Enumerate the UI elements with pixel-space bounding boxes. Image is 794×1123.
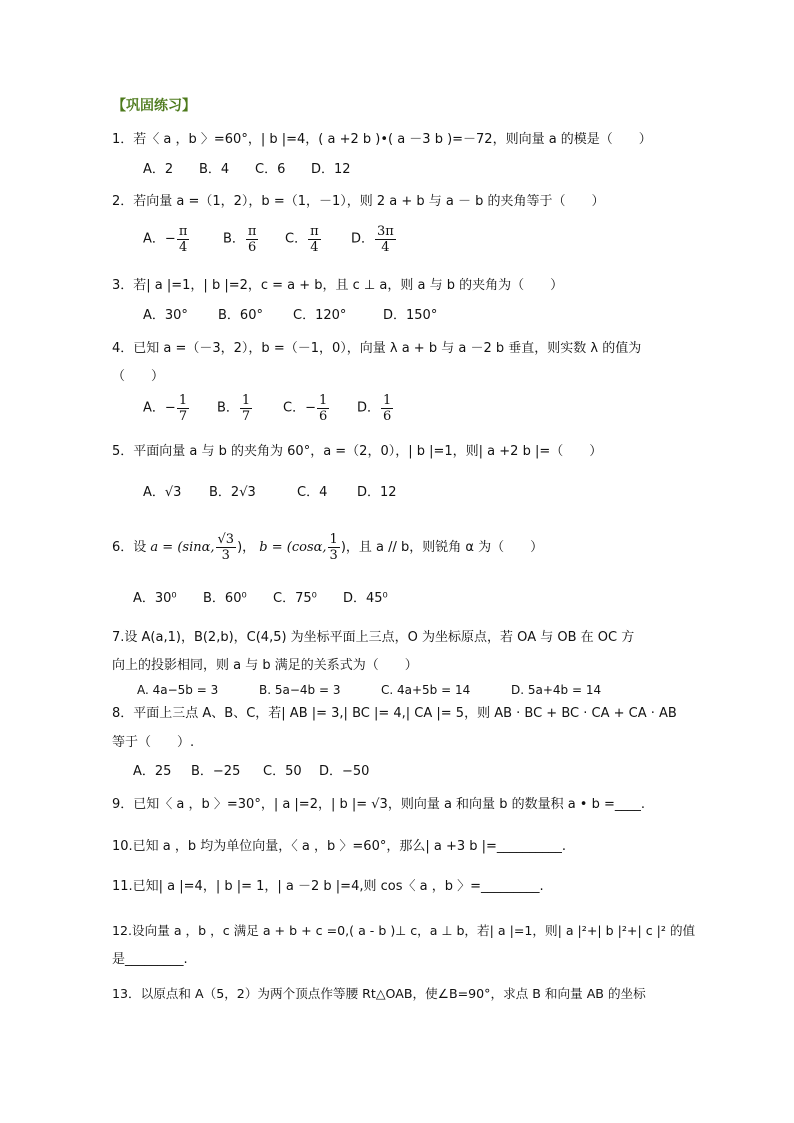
q6-fraction-2 bbox=[328, 532, 340, 563]
q6-tail: )，且 a // b，则锐角 α 为（ ） bbox=[340, 540, 544, 555]
q1-option-a: A．2 bbox=[143, 162, 174, 177]
q1-option-b: B．4 bbox=[199, 162, 230, 177]
q5-option-a: A．√3 bbox=[143, 485, 182, 500]
q4-option-c bbox=[283, 393, 357, 424]
question-3-options bbox=[143, 307, 437, 325]
q5-option-d: D．12 bbox=[357, 485, 397, 500]
q4-option-a-fraction bbox=[177, 393, 189, 424]
q4-option-b bbox=[217, 393, 283, 424]
q1-option-d: D．12 bbox=[311, 162, 351, 177]
q2-option-c bbox=[285, 224, 351, 255]
q2-option-b-fraction bbox=[246, 224, 259, 255]
q6-option-d: D．45⁰ bbox=[343, 591, 388, 606]
q6-fraction-1 bbox=[216, 532, 237, 563]
q4-a-den: 7 bbox=[178, 409, 188, 424]
q6-option-b: B．60⁰ bbox=[203, 591, 247, 606]
q2-option-a-sign: − bbox=[164, 231, 176, 247]
question-5-options bbox=[143, 484, 397, 502]
q7-option-c: C. 4a+5b = 14 bbox=[381, 683, 471, 697]
q4-c-den: 6 bbox=[318, 409, 328, 424]
q2-d-den: 4 bbox=[381, 240, 390, 255]
question-4-options bbox=[143, 393, 394, 424]
q4-option-a-label: A． bbox=[143, 400, 165, 416]
question-6-stem bbox=[112, 532, 543, 563]
q4-b-den: 7 bbox=[241, 409, 251, 424]
q4-b-num: 1 bbox=[241, 393, 251, 408]
question-13-stem: 13．以原点和 A（5，2）为两个顶点作等腰 Rt△OAB，使∠B=90°，求点 B 和向量 AB 的坐标 bbox=[112, 986, 646, 1001]
q2-option-c-label: C． bbox=[285, 231, 308, 247]
q8-option-c: C．50 bbox=[263, 764, 302, 779]
q5-option-b: B．2√3 bbox=[209, 485, 256, 500]
q6-option-a: A．30⁰ bbox=[133, 591, 177, 606]
question-2-options bbox=[143, 224, 397, 255]
q7-option-a: A. 4a−5b = 3 bbox=[137, 683, 219, 697]
question-12-stem-cont: 是_________. bbox=[112, 952, 188, 967]
q2-option-b bbox=[223, 224, 285, 255]
question-12-stem: 12.设向量 a ，b ，c 满足 a + b + c =0,( a - b )⊥ c，a ⊥ b，若| a |=1，则| a |²+| b |²+| c |² 的值 bbox=[112, 923, 696, 938]
q2-a-num: π bbox=[178, 224, 188, 239]
question-9-stem: 9．已知〈 a ，b 〉=30°，| a |=2，| b |= √3，则向量 a 和向量 b 的数量积 a • b =____. bbox=[112, 797, 646, 812]
question-7-stem: 7.设 A(a,1)，B(2,b)，C(4,5) 为坐标平面上三点，O 为坐标原点，若 OA 与 OB 在 OC 方 bbox=[112, 630, 635, 645]
question-7-options bbox=[137, 681, 601, 699]
q3-option-c: C．120° bbox=[293, 308, 347, 323]
question-3-stem: 3．若| a |=1，| b |=2，c = a + b，且 c ⊥ a，则 a 与 b 的夹角为（ ） bbox=[112, 278, 564, 293]
question-6-options bbox=[133, 590, 388, 608]
q4-option-a-sign: − bbox=[164, 400, 176, 416]
q2-option-d-label: D． bbox=[351, 231, 375, 247]
q2-option-d-fraction bbox=[375, 224, 396, 255]
q4-d-num: 1 bbox=[383, 393, 392, 408]
q4-option-c-label: C． bbox=[283, 400, 306, 416]
q5-option-c: C．4 bbox=[297, 485, 328, 500]
q2-a-den: 4 bbox=[178, 240, 188, 255]
q4-option-a bbox=[143, 393, 217, 424]
q2-d-num: 3π bbox=[377, 224, 394, 239]
q2-option-d bbox=[351, 224, 397, 255]
q4-option-d bbox=[357, 393, 394, 424]
q2-option-a-fraction bbox=[177, 224, 190, 255]
q6-vector-a: a = (sinα, bbox=[150, 540, 215, 555]
q6-lead: 6．设 bbox=[112, 540, 147, 555]
q2-option-a-label: A． bbox=[143, 231, 165, 247]
q2-b-num: π bbox=[247, 224, 257, 239]
q2-option-a bbox=[143, 224, 223, 255]
question-11-stem: 11.已知| a |=4，| b |= 1，| a －2 b |=4,则 cos〈 a ，b 〉=_________. bbox=[112, 879, 544, 894]
q1-option-c: C．6 bbox=[255, 162, 286, 177]
q4-option-d-fraction bbox=[381, 393, 393, 424]
q7-option-d: D. 5a+4b = 14 bbox=[511, 683, 602, 697]
q6-vector-b: b = (cosα, bbox=[259, 540, 327, 555]
question-8-stem: 8．平面上三点 A、B、C，若| AB |= 3,| BC |= 4,| CA |= 5，则 AB · BC + BC · CA + CA · AB bbox=[112, 706, 677, 721]
q7-option-b: B. 5a−4b = 3 bbox=[259, 683, 341, 697]
q8-option-d: D．−50 bbox=[319, 764, 370, 779]
q6-frac2-num: 1 bbox=[329, 532, 338, 547]
q4-c-num: 1 bbox=[318, 393, 328, 408]
q8-option-a: A．25 bbox=[133, 764, 172, 779]
q6-sep: )， bbox=[237, 540, 256, 555]
section-heading: 【巩固练习】 bbox=[112, 98, 196, 114]
question-8-options bbox=[133, 763, 369, 781]
q4-option-b-fraction bbox=[240, 393, 252, 424]
q6-frac1-den: 3 bbox=[221, 548, 230, 563]
q2-option-b-label: B． bbox=[223, 231, 245, 247]
question-4-stem: 4．已知 a =（－3，2），b =（－1，0），向量 λ a + b 与 a －2 b 垂直，则实数 λ 的值为 bbox=[112, 341, 642, 356]
q4-option-d-label: D． bbox=[357, 400, 381, 416]
q2-c-den: 4 bbox=[310, 240, 319, 255]
question-2-stem: 2．若向量 a =（1，2），b =（1，－1），则 2 a + b 与 a － b 的夹角等于（ ） bbox=[112, 194, 605, 209]
q8-option-b: B．−25 bbox=[191, 764, 241, 779]
q4-option-c-fraction bbox=[317, 393, 329, 424]
q2-option-c-fraction bbox=[308, 224, 321, 255]
question-10-stem: 10.已知 a ，b 均为单位向量，〈 a ，b 〉=60°，那么| a +3 b |=__________. bbox=[112, 839, 567, 854]
q4-option-b-label: B． bbox=[217, 400, 239, 416]
question-1-options bbox=[143, 161, 351, 179]
q2-b-den: 6 bbox=[248, 240, 257, 255]
q3-option-d: D．150° bbox=[383, 308, 438, 323]
q6-frac2-den: 3 bbox=[329, 548, 338, 563]
q3-option-a: A．30° bbox=[143, 308, 188, 323]
q3-option-b: B．60° bbox=[218, 308, 263, 323]
question-7-stem-cont: 向上的投影相同，则 a 与 b 满足的关系式为（ ） bbox=[112, 658, 418, 673]
question-4-stem-cont: （ ） bbox=[112, 369, 165, 384]
q6-frac1-num: √3 bbox=[217, 532, 235, 547]
question-1-stem: 1．若〈 a ，b 〉=60°，| b |=4，( a +2 b )•( a －3 b )=－72，则向量 a 的模是（ ） bbox=[112, 132, 652, 147]
q4-option-c-sign: − bbox=[305, 400, 316, 416]
q2-c-num: π bbox=[310, 224, 319, 239]
q4-d-den: 6 bbox=[383, 409, 392, 424]
q4-a-num: 1 bbox=[178, 393, 188, 408]
q6-option-c: C．75⁰ bbox=[273, 591, 317, 606]
question-8-stem-cont: 等于（ ）. bbox=[112, 735, 195, 750]
question-5-stem: 5．平面向量 a 与 b 的夹角为 60°，a =（2，0），| b |=1，则| a +2 b |=（ ） bbox=[112, 444, 603, 459]
